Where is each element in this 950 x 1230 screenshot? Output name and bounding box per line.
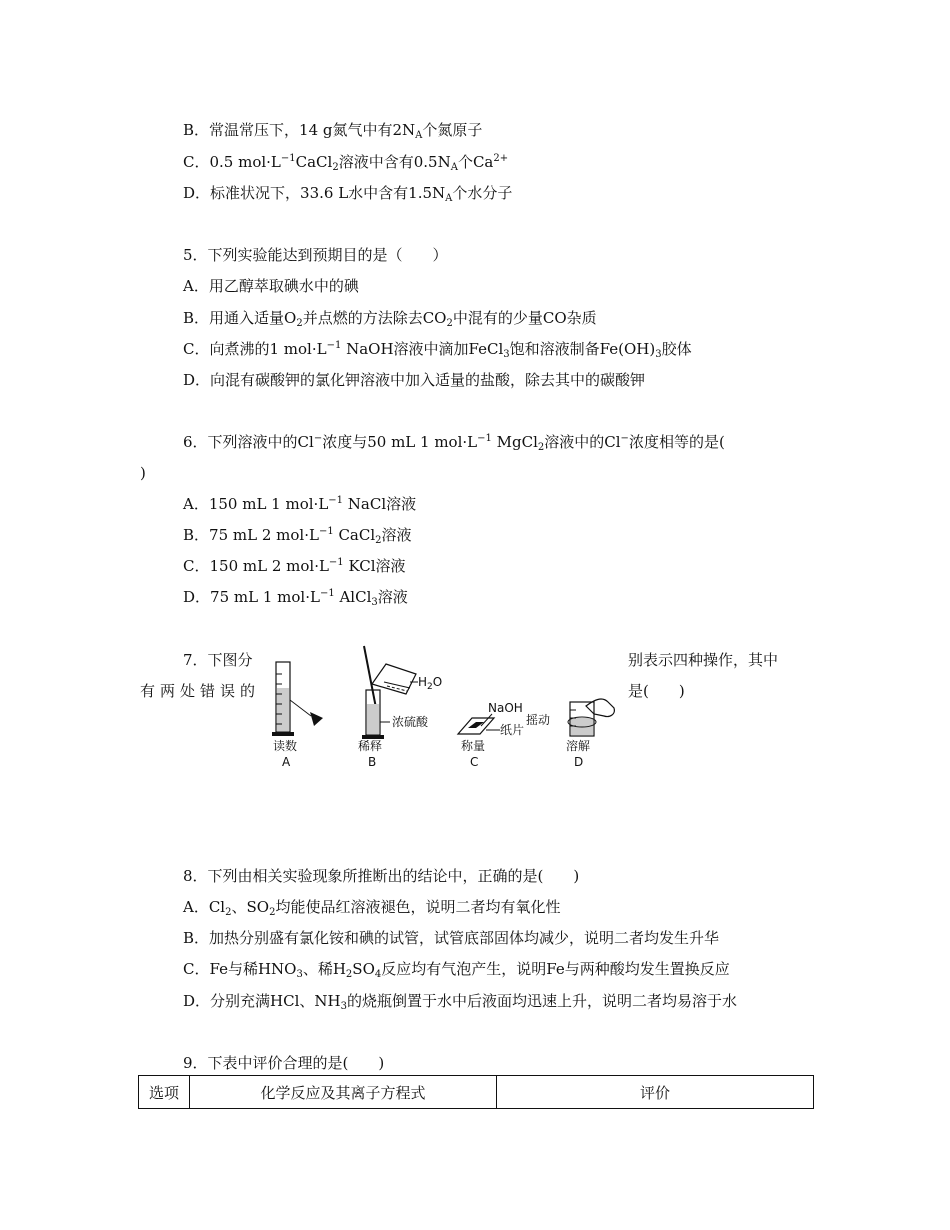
q7-figure <box>268 644 618 774</box>
caption-c: 称量 <box>461 739 486 753</box>
eye-icon <box>290 700 323 726</box>
q6-option-a: A．150 mL 1 $mol\cdot L^{-1}$ NaCl溶液 <box>183 495 417 513</box>
q6-stem-cont: ) <box>140 464 146 482</box>
letter-c: C <box>470 755 479 769</box>
caption-a: 读数 <box>273 739 298 753</box>
lab-operations-illustration <box>268 644 618 774</box>
caption-b: 稀释 <box>358 739 383 753</box>
q5-option-d: D．向混有碳酸钾的氯化钾溶液中加入适量的盐酸，除去其中的碳酸钾 <box>183 371 646 389</box>
header-option: 选项 <box>139 1076 190 1109</box>
q5-option-c: C．向煮沸的1 $mol\cdot L^{-1}$ NaOH溶液中滴加FeCl$_3$饱和溶液制备$Fe(OH)_3$胶体 <box>183 340 692 360</box>
q6-option-d: D．75 mL 1 $mol\cdot L^{-1}$ AlCl$_3$溶液 <box>183 588 408 608</box>
paper-label: 纸片 <box>500 723 525 737</box>
acid-label: 浓硫酸 <box>392 715 429 729</box>
q4-option-b: B．常温常压下，14 g氮气中有$2N_A$个氮原子 <box>183 121 483 141</box>
q8-option-a: A．$Cl_2$、$SO_2$均能使品红溶液褪色，说明二者均有氧化性 <box>183 898 561 918</box>
q5-option-a: A．用乙醇萃取碘水中的碘 <box>183 277 359 295</box>
q5-option-b: B．用通入适量$O_2$并点燃的方法除去$CO_2$中混有的少量CO杂质 <box>183 309 597 329</box>
cylinder-dissolving-icon <box>568 702 596 736</box>
h2o-label: $H_2O$ <box>418 675 443 692</box>
graduated-cylinder-a-icon <box>272 662 294 736</box>
graduated-cylinder-b-icon <box>362 690 390 739</box>
q9-stem: 9．下表中评价合理的是( ) <box>183 1054 385 1072</box>
q6-option-c: C．150 mL 2 $mol\cdot L^{-1}$ KCl溶液 <box>183 557 406 575</box>
q6-option-b: B．75 mL 2 $mol\cdot L^{-1}$ CaCl$_2$溶液 <box>183 526 412 546</box>
q7-stem-right: 别表示四种操作，其中 <box>628 651 779 669</box>
q8-stem: 8．下列由相关实验现象所推断出的结论中，正确的是( ) <box>183 867 580 885</box>
q9-table <box>138 1075 814 1109</box>
q4-option-c: C．0.5 $mol\cdot L^{-1}CaCl_2$溶液中含有$0.5N_A$个$Ca^{2+}$ <box>183 153 509 173</box>
header-reaction: 化学反应及其离子方程式 <box>190 1076 497 1109</box>
q6-stem: 6．下列溶液中的Cl−浓度与50 mL 1 $mol\cdot L^{-1}$ MgCl$_2$溶液中的Cl−浓度相等的是( <box>183 433 725 453</box>
header-evaluation: 评价 <box>497 1076 814 1109</box>
q7-line2-right: 是( ) <box>628 682 685 700</box>
caption-d: 溶解 <box>566 739 591 753</box>
q4-option-d: D．标准状况下，33.6 L水中含有$1.5N_A$个水分子 <box>183 184 513 204</box>
shake-label: 摇动 <box>526 713 551 727</box>
q5-stem: 5．下列实验能达到预期目的是（ ） <box>183 246 448 264</box>
balance-pan-icon <box>458 714 500 734</box>
q7-stem-left: 7．下图分 <box>183 651 253 669</box>
q8-option-c: C．Fe与稀$HNO_3$、稀$H_2SO_4$反应均有气泡产生，说明Fe与两种酸均发生置换反应 <box>183 960 730 980</box>
q8-option-d: D．分别充满HCl、$NH_3$的烧瓶倒置于水中后液面均迅速上升，说明二者均易溶于水 <box>183 992 737 1012</box>
letter-b: B <box>368 755 377 769</box>
letter-a: A <box>282 755 291 769</box>
q7-line2-left: 有两处错误的 <box>140 682 261 700</box>
table-header-row <box>139 1076 814 1109</box>
letter-d: D <box>574 755 584 769</box>
naoh-label: NaOH <box>488 701 523 715</box>
q8-option-b: B．加热分别盛有氯化铵和碘的试管，试管底部固体均减少，说明二者均发生升华 <box>183 929 720 947</box>
